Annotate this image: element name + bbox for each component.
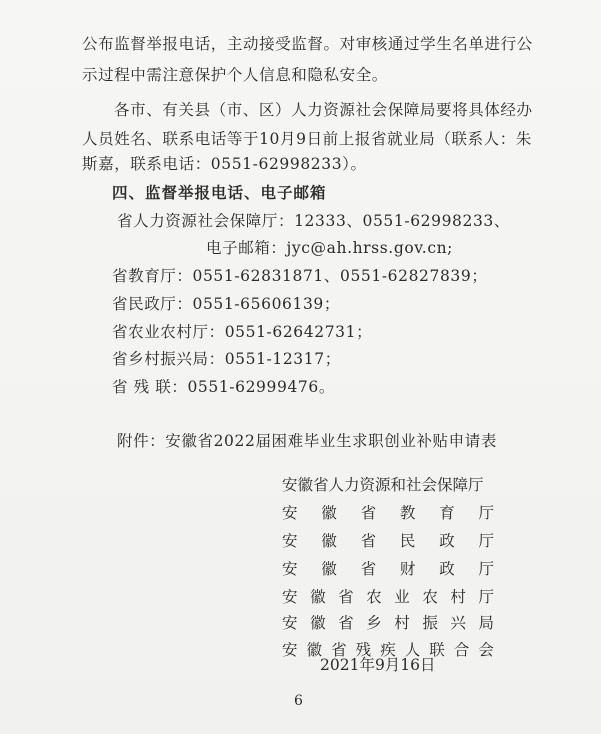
signatory-char: 厅 [478, 560, 494, 578]
signatory-char: 财 [399, 560, 416, 578]
signatory-char: 安 [282, 614, 298, 632]
para2-line1: 各市、有关县（市、区）人力资源社会保障局要将具体经办 [114, 101, 533, 119]
signatory-char: 合 [453, 641, 470, 659]
signatory-char: 徽 [310, 614, 326, 632]
contact-civil-affairs: 省民政厅：0551-65606139； [112, 295, 340, 313]
signatory-1-text: 安徽省人力资源和社会保障厅 [282, 476, 484, 494]
signatory-char: 厅 [478, 588, 494, 606]
signatory-2 [282, 503, 494, 523]
signatory-char: 省 [360, 532, 377, 550]
signatory-char: 乡 [366, 614, 382, 632]
signatory-char: 联 [429, 641, 445, 659]
signatory-char: 会 [478, 641, 494, 659]
page-number: 6 [294, 693, 303, 709]
signatory-char: 徽 [306, 641, 323, 659]
contact-agriculture: 省农业农村厅：0551-62642731； [112, 323, 373, 341]
contact-hrss: 省人力资源社会保障厅：12333、0551-62998233、 [117, 212, 510, 230]
signatory-char: 安 [282, 641, 298, 659]
signatory-char: 徽 [321, 532, 337, 550]
para1-line2: 示过程中需注意保护个人信息和隐私安全。 [82, 66, 388, 84]
signatory-char: 农 [422, 588, 438, 606]
signatory-char: 村 [450, 588, 466, 606]
signatory-char: 政 [439, 560, 455, 578]
signatory-char: 政 [439, 532, 455, 550]
signatory-char: 安 [282, 560, 298, 578]
signatory-char: 教 [399, 504, 416, 522]
signatory-char: 局 [478, 614, 494, 632]
signatory-char: 省 [338, 614, 354, 632]
signatory-char: 兴 [450, 614, 466, 632]
contact-rural-revitalization: 省乡村振兴局：0551-12317； [112, 350, 341, 368]
signatory-6 [282, 613, 494, 633]
signatory-1 [282, 475, 494, 495]
section4-heading: 四、监督举报电话、电子邮箱 [112, 184, 327, 202]
signatory-char: 安 [282, 532, 298, 550]
signatory-char: 农 [366, 588, 382, 606]
contact-email: 电子邮箱：jyc@ah.hrss.gov.cn; [206, 239, 454, 257]
signatory-char: 安 [282, 504, 298, 522]
signatory-char: 徽 [321, 560, 337, 578]
signatory-char: 徽 [310, 588, 326, 606]
signatory-5 [282, 587, 494, 607]
signatory-char: 厅 [478, 532, 494, 550]
para2-line2: 人员姓名、联系电话等于10月9日前上报省就业局（联系人：朱 [82, 130, 532, 148]
signatory-4 [282, 559, 494, 579]
signatory-char: 安 [282, 588, 298, 606]
contact-disabled-federation: 省 残 联：0551-62999476。 [112, 378, 335, 396]
signatory-char: 省 [338, 588, 354, 606]
para2-line3: 斯嘉，联系电话：0551-62998233）。 [82, 155, 367, 173]
signatory-char: 省 [360, 560, 377, 578]
signatory-char: 育 [439, 504, 455, 522]
contact-education: 省教育厅：0551-62831871、0551-62827839； [112, 267, 488, 285]
para1-line1: 公布监督举报电话，主动接受监督。对审核通过学生名单进行公 [82, 35, 533, 53]
signatory-char: 村 [394, 614, 410, 632]
signatory-char: 省 [331, 641, 347, 659]
attachment-note: 附件：安徽省2022届困难毕业生求职创业补贴申请表 [117, 432, 497, 450]
signatory-char: 振 [422, 614, 438, 632]
document-date: 2021年9月16日 [320, 656, 436, 674]
signatory-char: 业 [394, 588, 410, 606]
signatory-char: 徽 [321, 504, 337, 522]
signatory-3 [282, 531, 494, 551]
signatory-char: 民 [399, 532, 416, 550]
signatory-char: 厅 [478, 504, 494, 522]
signatory-char: 省 [360, 504, 377, 522]
signatory-char: 残 [355, 641, 372, 659]
signatory-char: 疾 [380, 641, 396, 659]
signatory-char: 人 [404, 641, 421, 659]
